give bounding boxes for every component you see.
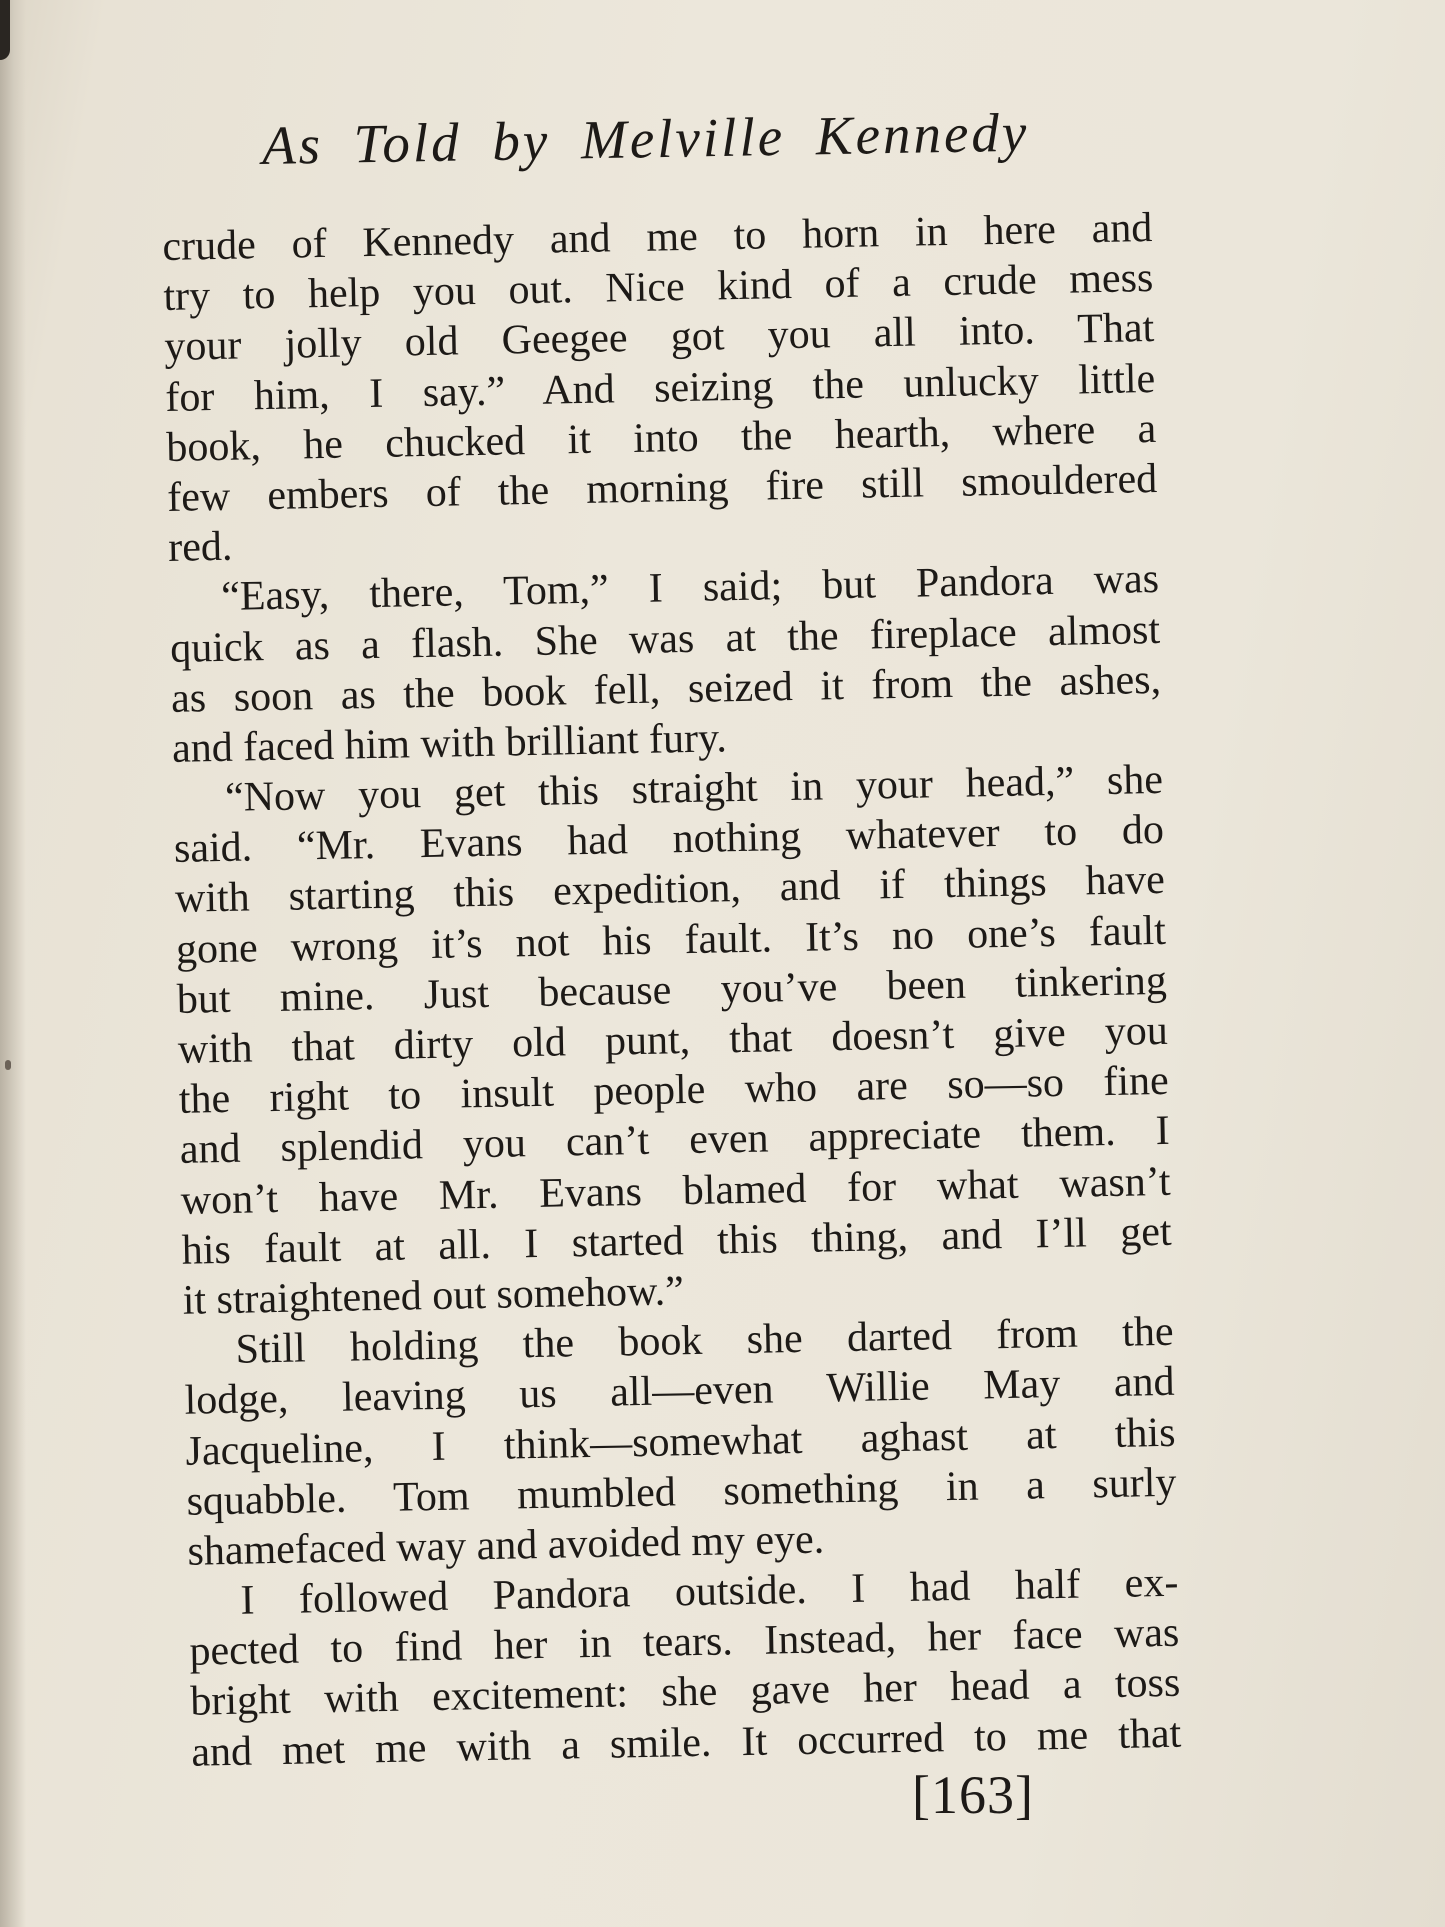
binding-corner — [0, 0, 10, 60]
text-line: and splendid you can’t even appreciate them. I — [179, 1108, 1171, 1174]
text-line: I followed Pandora outside. I had half ex- — [240, 1559, 1179, 1624]
paper-speck — [5, 1060, 11, 1070]
text-line: shamefaced way and avoided my eye. — [187, 1516, 825, 1575]
text-line: lodge, leaving us all—even Willie May and — [184, 1359, 1175, 1425]
body-text — [162, 203, 1182, 1778]
text-line: and met me with a smile. It occurred to me that — [190, 1710, 1182, 1776]
page-number: [163] — [912, 1765, 1034, 1825]
text-line: the right to insult people who are so—so fine — [178, 1058, 1170, 1124]
text-line: for him, I say.” And seizing the unlucky little — [164, 355, 1156, 421]
text-line: “Now you get this straight in your head,” she — [224, 756, 1164, 821]
running-head: As Told by Melville Kennedy — [261, 101, 1030, 176]
text-line: pected to find her in tears. Instead, her face was — [189, 1609, 1180, 1675]
text-line: as soon as the book fell, seized it from the ashes, — [170, 656, 1162, 722]
text-line: few embers of the morning fire still smouldered — [166, 455, 1158, 521]
text-line: crude of Kennedy and me to horn in here and — [162, 204, 1153, 270]
text-line: it straightened out somehow.” — [182, 1268, 685, 1324]
text-line: but mine. Just because you’ve been tinkering — [176, 957, 1168, 1023]
text-line: with that dirty old punt, that doesn’t give you — [177, 1007, 1169, 1073]
text-line: your jolly old Geegee got you all into. That — [163, 305, 1155, 371]
text-line: gone wrong it’s not his fault. It’s no one’s fault — [175, 907, 1167, 973]
text-line: his fault at all. I started this thing, and I’ll get — [181, 1208, 1173, 1274]
gutter-shadow — [0, 0, 26, 1927]
text-line: Jacqueline, I think—somewhat aghast at this — [185, 1409, 1176, 1475]
text-line: squabble. Tom mumbled something in a surly — [186, 1459, 1177, 1525]
text-line: bright with excitement: she gave her head a toss — [189, 1660, 1181, 1726]
text-line: won’t have Mr. Evans blamed for what wasn’t — [180, 1158, 1172, 1224]
text-line: with starting this expedition, and if things have — [174, 857, 1166, 923]
text-line: book, he chucked it into the hearth, where a — [165, 405, 1157, 471]
text-line: quick as a flash. She was at the fireplace almost — [169, 606, 1161, 672]
text-line: “Easy, there, Tom,” I said; but Pandora was — [220, 556, 1160, 621]
text-line: said. “Mr. Evans had nothing whatever to do — [173, 807, 1165, 873]
text-line: and faced him with brilliant fury. — [171, 715, 728, 772]
text-line: Still holding the book she darted from the — [235, 1308, 1174, 1373]
text-line: red. — [167, 523, 233, 572]
text-line: try to help you out. Nice kind of a crude mess — [163, 255, 1154, 321]
